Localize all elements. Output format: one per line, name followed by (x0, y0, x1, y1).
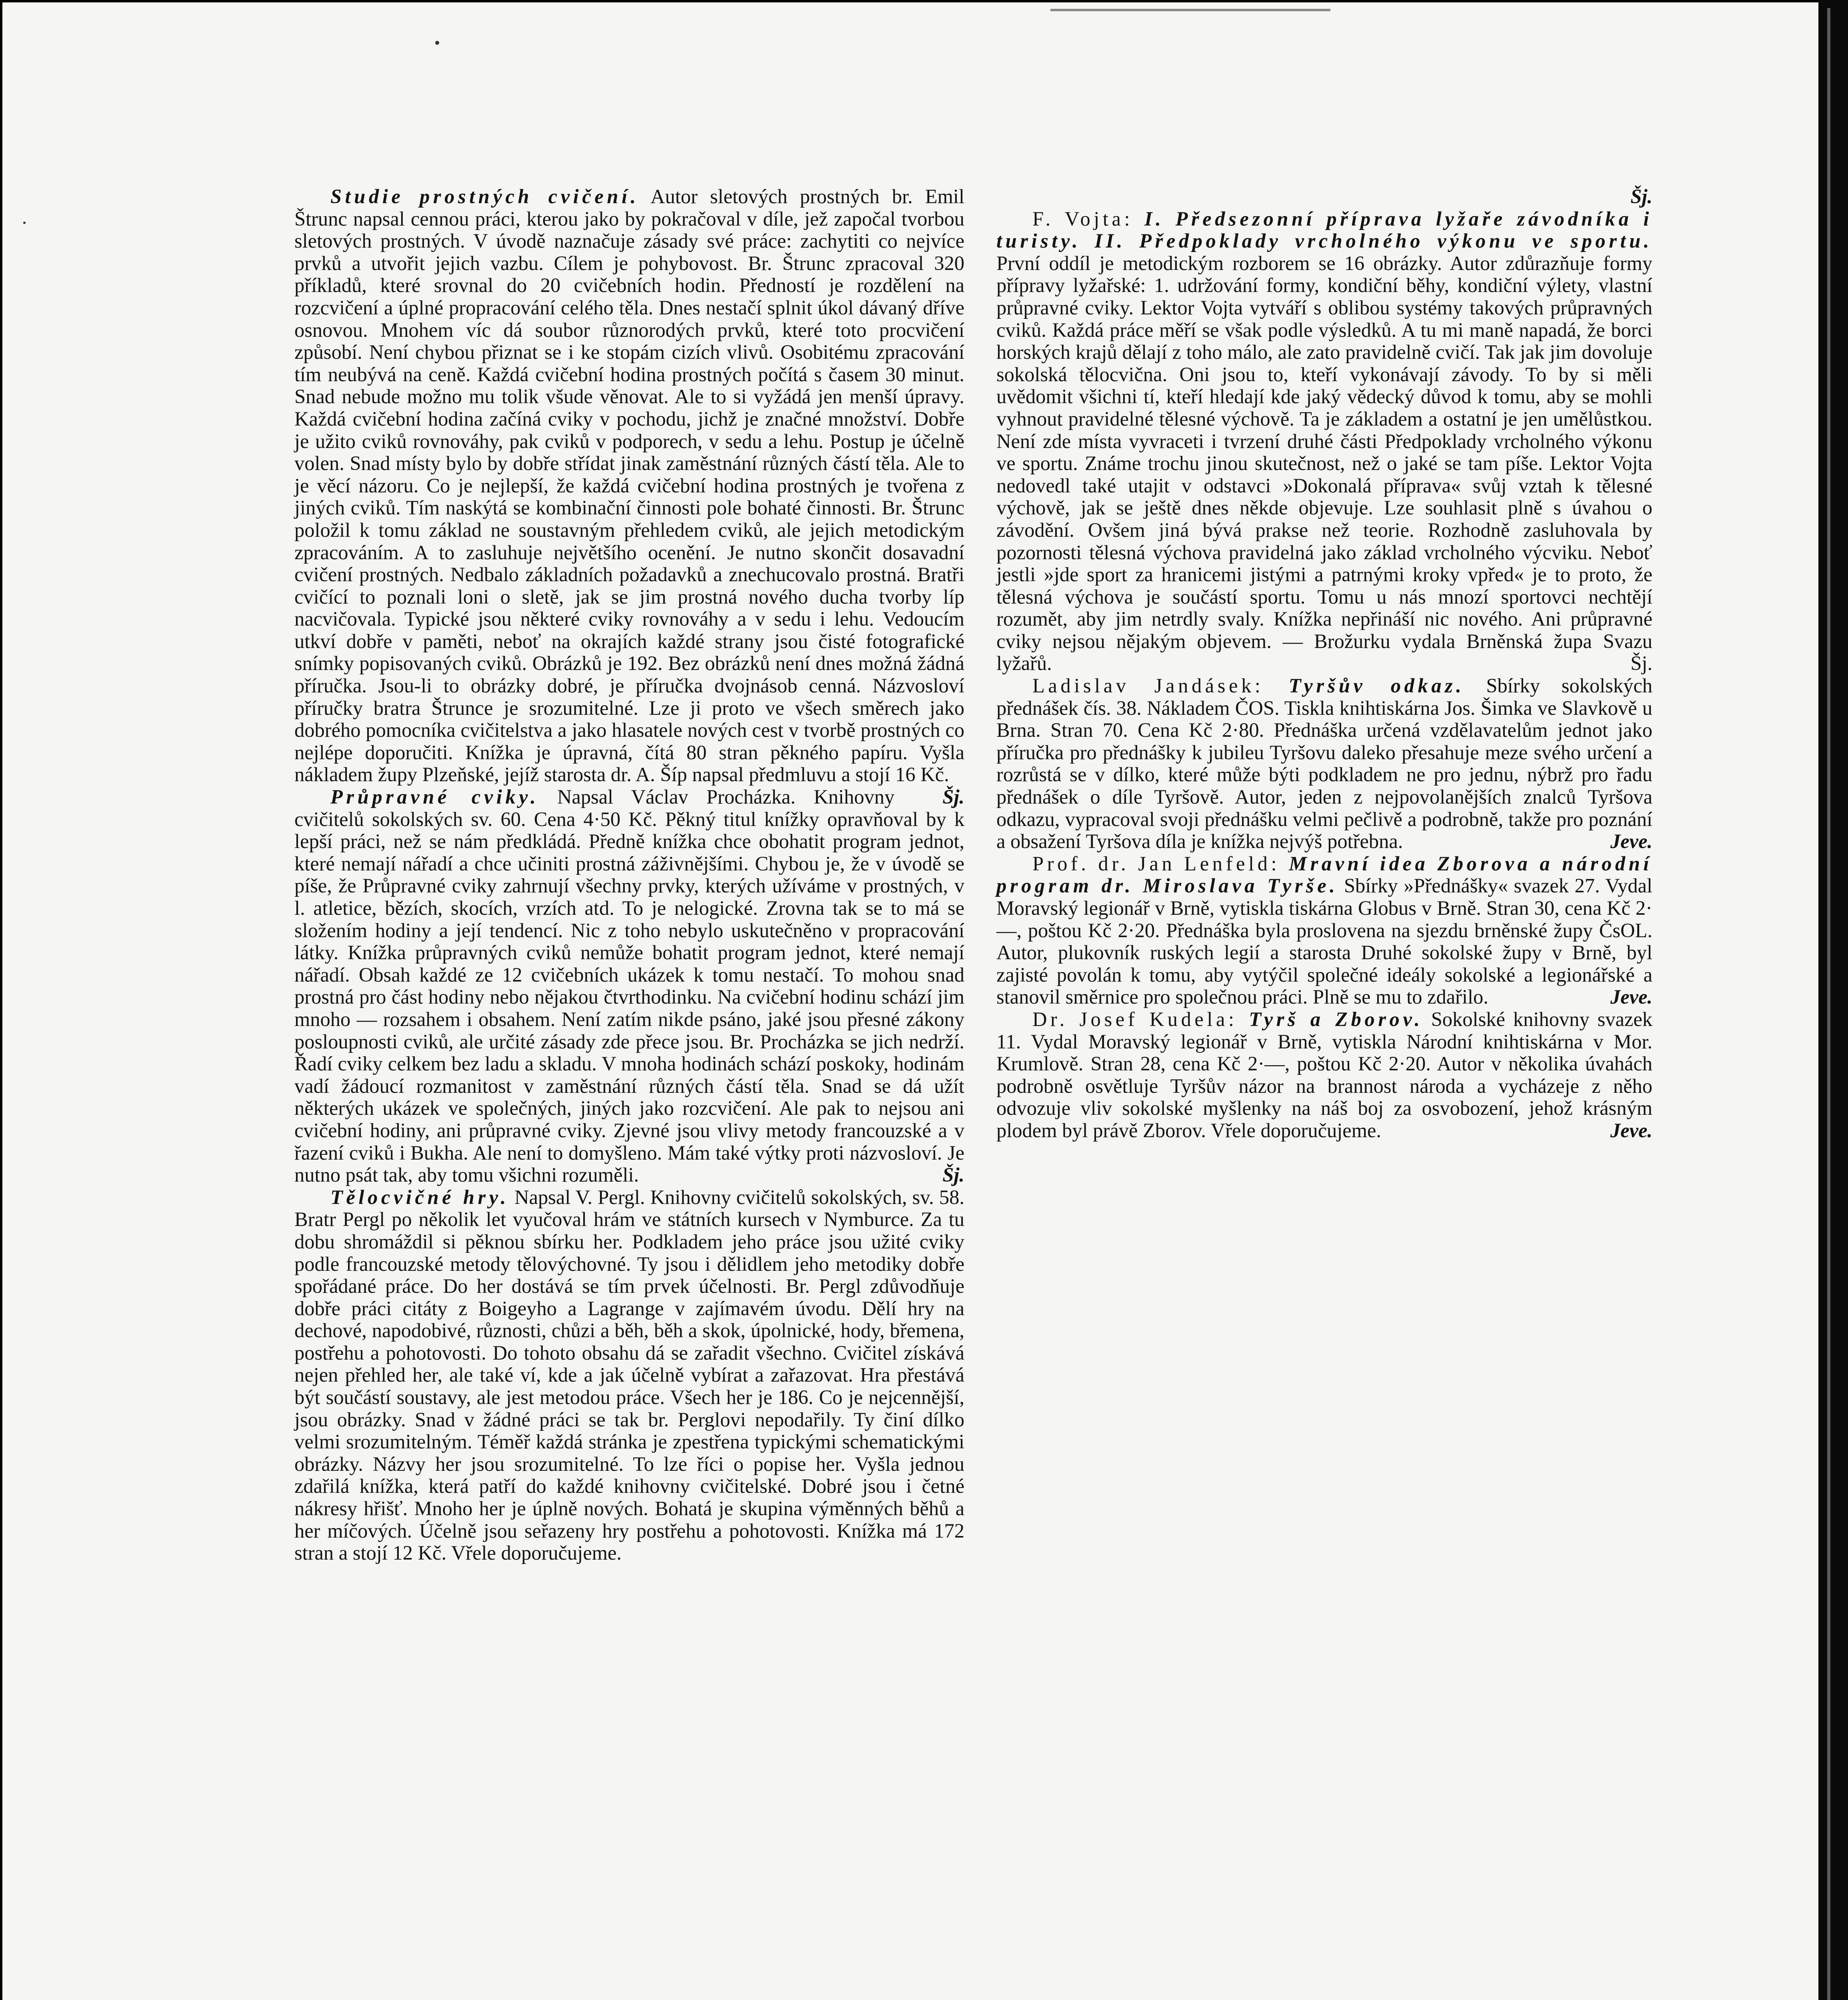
book-title: Tyrš a Zborov. (1237, 1008, 1423, 1030)
review-hry-end-signature (996, 186, 1652, 208)
book-author: F. Vojta: (1032, 207, 1134, 230)
review-pruspravne-cviky (294, 786, 964, 1186)
review-lenfeld (996, 853, 1652, 1008)
scan-border (1818, 0, 1848, 2000)
review-kudela (996, 1008, 1652, 1142)
book-title: Průpravné cviky. (330, 786, 539, 808)
book-title: Tyršův odkaz. (1264, 674, 1465, 697)
review-telocvicne-hry (294, 1186, 964, 1564)
review-text: Sbírky »Přednášky« svazek 27. Vydal Moravský legionář v Brně, vytiskla tiskárna Globus v Brně. Stran 30, cena Kč 2·—, poštou Kč 2·20. Přednáška byla proslovena na sjezdu brněnské župy ČsOL. Autor, plukovník ruských legií a starosta Druhé sokolské župy v Brně, byl zajisté povolán k tomu, aby vytýčil společné ideály sokolské a legionářské a stanovil směrnice pro společnou práci. Plně se mu to zdařilo. (996, 874, 1652, 1008)
reviewer-signature: Jeve. (1610, 830, 1652, 853)
left-column (294, 186, 964, 1564)
reviewer-signature: Šj. (1630, 185, 1652, 208)
scan-speck (23, 222, 26, 224)
review-text: Autor sletových prostných br. Emil Štrunc napsal cennou práci, kterou jako by pokračoval v díle, jež započal tvorbou sletových prostných. V úvodě naznačuje zásady své práce: zachytiti co nejvíce prvků a utvořit jejich vazbu. Cílem je pohybovost. Br. Štrunc zpracoval 320 příkladů, které srovnal do 20 cvičebních hodin. Předností je rozdělení na rozcvičení a úplné propracování celého těla. Dnes nestačí splnit úkol dávaný dříve osnovou. Mnohem víc dá soubor různorodých prvků, které toto procvičení způsobí. Není chybou přiznat se i ke stopám cizích vlivů. Osobitému zpracování tím neubývá na ceně. Každá cvičební hodina prostných počítá s časem 30 minut. Snad nebude možno mu tolik všude věnovat. Ale to si vyžádá jen menší úpravy. Každá cvičební hodina začíná cviky v pochodu, jichž je značné množství. Dobře je užito cviků rovnováhy, pak cviků v podporech, v sedu a lehu. Postup je účelně volen. Snad místy bylo by dobře střídat jinak zaměstnání různých částí těla. Ale to je věcí názoru. Co je nejlepší, že každá cvičební hodina prostných je tvořena z jiných cviků. Tím naskýtá se kombinační činnosti pole bohaté činnosti. Br. Štrunc položil k tomu základ ne soustavným přehledem cviků, ale jejich metodickým zpracováním. A to zasluhuje největšího ocenění. Je nutno skončit dosavadní cvičení prostných. Nedbalo základních požadavků a znechucovalo prostná. Bratři cvičící to poznali loni o sletě, jak se jim prostná nového ducha tvorby líp nacvičovala. Typické jsou některé cviky rovnováhy a v sedu i lehu. Vedoucím utkví dobře v paměti, neboť na okrajích každé strany jsou čisté fotografické snímky popisovaných cviků. Obrázků je 192. Bez obrázků není dnes možná žádná příručka. Jsou-li to obrázky dobré, je příručka dvojnásob cenná. Názvosloví příručky bratra Štrunce je srozumitelné. Lze ji proto ve všech směrech jako dobrého pomocníka cvičitelstva a jako hlasatele nových cest v tvorbě prostných co nejlépe doporučiti. Knížka je úpravná, čítá 80 stran pěkného papíru. Vyšla nákladem župy Plzeňské, jejíž starosta dr. A. Šíp napsal předmluvu a stojí 16 Kč. (294, 185, 964, 786)
review-text: Sokolské knihovny svazek 11. Vydal Moravský legionář v Brně, vytiskla Národní knihtiskárna v Mor. Krumlově. Stran 28, cena Kč 2·—, poštou Kč 2·20. Autor v několika úvahách podrobně osvětluje Tyršův názor na brannost národa a vycházeje z něho odvozuje vliv sokolské myšlenky na náš boj za osvobození, jehož krásným plodem byl právě Zborov. Vřele doporučujeme. (996, 1008, 1653, 1142)
reviewer-signature: Šj. (1630, 652, 1652, 675)
review-text: Sbírky sokolských přednášek čís. 38. Nákladem ČOS. Tiskla knihtiskárna Jos. Šimka ve Slavkově u Brna. Stran 70. Cena Kč 2·80. Přednáška určená vzdělavatelům jednot jako příručka pro přednášky k jubileu Tyršovu daleko přesahuje meze svého určení a rozrůstá se v dílko, které může býti podkladem ne pro jednu, nýbrž pro řadu přednášek o díle Tyršově. Autor, jeden z nejpovolanějších znalců Tyršova odkazu, vypracoval svoji přednášku velmi pečlivě a podrobně, takže pro poznání a obsažení Tyršova díla je knížka nejvýš potřebna. (996, 674, 1652, 853)
scan-speck (435, 41, 439, 45)
review-text: Napsal V. Pergl. Knihovny cvičitelů sokolských, sv. 58. Bratr Pergl po několik let vyučoval hrám ve státních kursech v Nymburce. Za tu dobu shromáždil si pěknou sbírku her. Podkladem jeho práce jsou užité cviky podle francouzské metody tělovýchovné. Ty jsou i dělidlem jeho metodiky dobře spořádané práce. Do her dostává se tím prvek účelnosti. Br. Pergl zdůvodňuje dobře práci citáty z Boigeyho a Lagrange v zajímavém úvodu. Dělí hry na dechové, napodobivé, různosti, chůzi a běh, běh a skok, úpolnické, hody, břemena, postřehu a pohotovosti. Do tohoto obsahu dá se zařadit všechno. Cvičitel získává nejen přehled her, ale také ví, kde a jak účelně vybírat a zařazovat. Hra přestává být součástí soustavy, ale jest metodou práce. Všech her je 186. Co je nejcennější, jsou obrázky. Snad v žádné práci se tak br. Perglovi nepodařily. Ty činí dílko velmi srozumitelným. Téměř každá stránka je zpestřena typickými schematickými obrázky. Názvy her jsou srozumitelné. To lze říci o popise her. Vyšla jednou zdařilá knížka, která patří do každé knihovny cvičitelské. Dobré jsou i četné nákresy hřišť. Mnoho her je úplně nových. Bohatá je skupina výměnných běhů a her míčových. Účelně jsou seřazeny hry postřehu a pohotovosti. Knížka má 172 stran a stojí 12 Kč. Vřele doporučujeme. (294, 1186, 965, 1564)
book-title: Mravní idea Zborova a národní program dr. Miroslava Tyrše. (996, 852, 1652, 897)
review-text: První oddíl je metodickým rozborem se 16 obrázky. Autor zdůrazňuje formy přípravy lyžařské: 1. udržování formy, kondiční běhy, kondiční výlety, vlastní průpravné cviky. Lektor Vojta vytváří s oblibou systémy takových průpravných cviků. Každá práce měří se však podle výsledků. A tu mi maně napadá, že borci horských krajů dělají z toho málo, ale zato pravidelně cvičí. Tak jak jim dovoluje sokolská tělocvična. Oni jsou to, kteří vykonávají závody. To by si měli uvědomit všichni tí, kteří hledají kde jaký vědecký důvod k tomu, aby se mohli vyhnout pravidelné tělesné výchově. Ta je základem a ostatní je jen umělůstkou. Není zde místa vyvraceti i tvrzení druhé části Předpoklady vrcholného výkonu ve sportu. Známe trochu jinou skutečnost, než o jaké se tam píše. Lektor Vojta nedovedl také utajit v odstavci »Dokonalá příprava« svůj vztah k tělesné výchově, jak se ještě dnes někde objevuje. Lze souhlasit plně s úvahou o závodění. Ovšem jiná bývá prakse než teorie. Rozhodně zasluhovala by pozornosti tělesná výchova pravidelná jako základ vrcholného výcviku. Neboť jestli »jde sport za hranicemi jistými a patrnými kroky vpřed« je to proto, že tělesná výchova je součástí sportu. Tomu u nás mnozí sportovci nechtějí rozumět, aby jim netrdly svaly. Knížka nepřináší nic nového. Ani průpravné cviky nejsou nějakým objevem. — Brožurku vydala Brněnská župa Svazu lyžařů. (996, 252, 1652, 675)
review-vojta (996, 208, 1652, 675)
book-author: Prof. dr. Jan Lenfeld: (1032, 852, 1280, 875)
reviewer-signature: Jeve. (1610, 1119, 1652, 1142)
page (2, 2, 1818, 2000)
book-author: Ladislav Jandásek: (1032, 674, 1264, 697)
book-title: I. Předsezonní příprava lyžaře závodníka i turisty. II. Předpoklady vrcholného výkonu ve sportu. (996, 207, 1652, 252)
right-column (996, 186, 1652, 1142)
top-edge-rule (1050, 9, 1330, 11)
book-title: Tělocvičné hry. (330, 1186, 510, 1208)
reviewer-signature: Jeve. (1610, 986, 1652, 1008)
scan-border-line (1827, 8, 1830, 2000)
review-text: Napsal Václav Procházka. Knihovny cvičitelů sokolských sv. 60. Cena 4·50 Kč. Pěkný titul knížky opravňoval by k lepší práci, než se nám předkládá. Předně knížka chce obohatit program jednot, které nemají nářadí a chce učiniti prostná záživnějšími. Chybou je, že v úvodě se píše, že Průpravné cviky zahrnují všechny prvky, kterých užíváme v prostných, v l. atletice, bězích, skocích, vrzích atd. To je nelogické. Zrovna tak se to má se složením hodiny a její tendencí. Nic z toho nebylo uskutečněno v propracování látky. Knížka průpravných cviků nemůže bohatit program jednot, které nemají nářadí. Obsah každé ze 12 cvičebních ukázek k tomu nestačí. To mohou snad prostná pro část hodiny nebo nějakou čtvrthodinku. Na cvičební hodinu schází jim mnoho — rozsahem i obsahem. Není zatím nikde psáno, jaké jsou přesné zákony posloupnosti cviků, ale určité zásady zde přece jsou. Br. Procházka se jich nedrží. Řadí cviky celkem bez ladu a skladu. V mnoha hodinách schází poskoky, hodinám vadí žádoucí rozmanitost v zaměstnání různých částí těla. Snad se dá užít některých ukázek ve společných, jiných jako rozcvičení. Ale pak to nejsou ani cvičební hodiny, ani průpravné cviky. Zjevné jsou vlivy metody francouzské a v řazení cviků i Bukha. Ale není to domyšleno. Mám také výtky proti názvosloví. Je nutno psát tak, aby tomu všichni rozuměli. (294, 786, 964, 1186)
book-author: Dr. Josef Kudela: (1032, 1008, 1238, 1030)
book-title: Studie prostných cvičení. (330, 185, 639, 208)
review-jandasek (996, 675, 1652, 853)
reviewer-signature: Šj. (942, 1164, 964, 1186)
reviewer-signature: Šj. (942, 786, 964, 808)
